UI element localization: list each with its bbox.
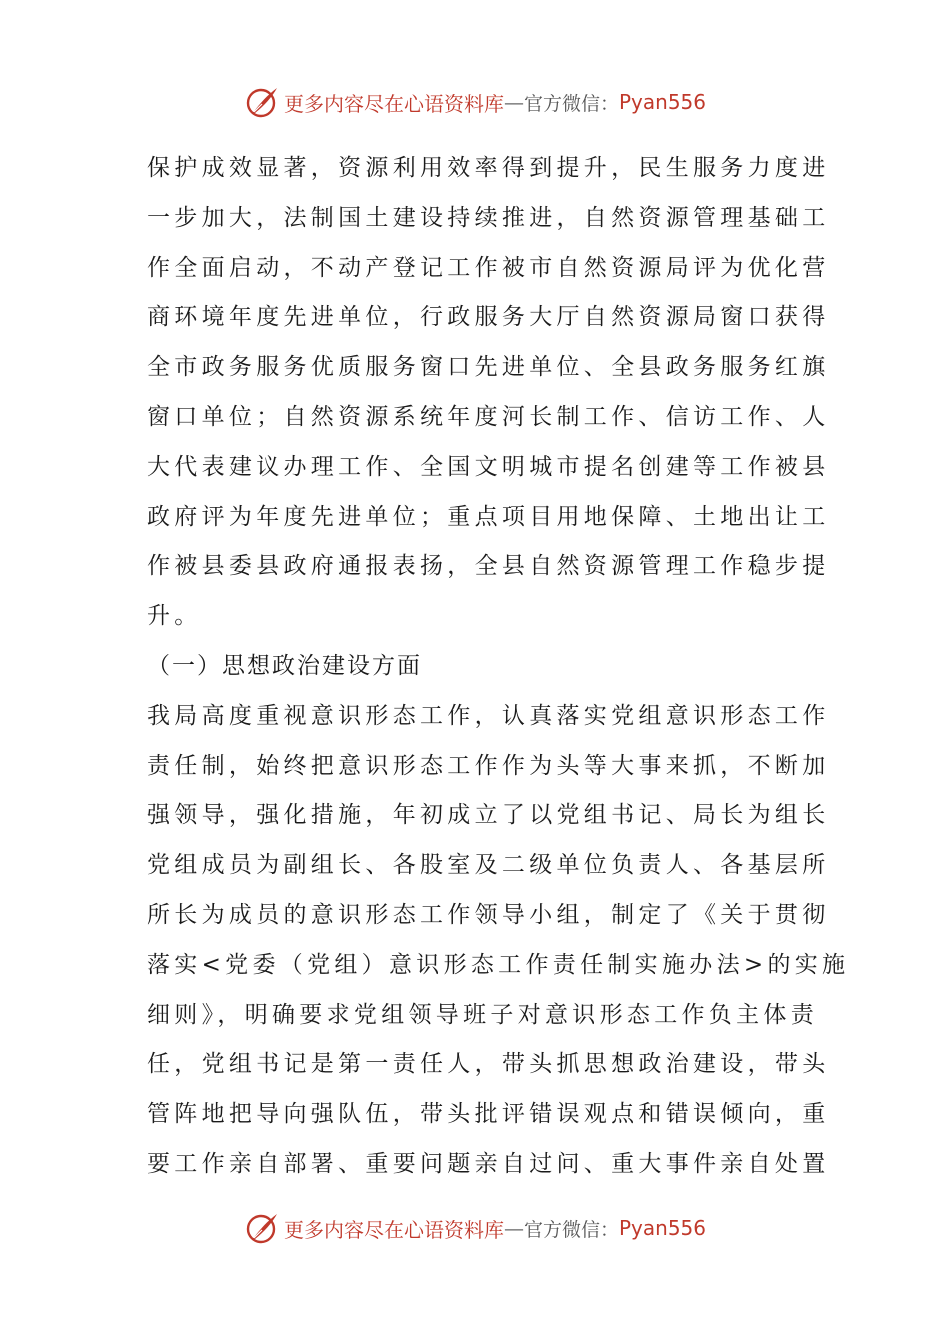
- body-line: 政府评为年度先进单位；重点项目用地保障、土地出让工: [147, 503, 830, 530]
- header-watermark-banner: [0, 82, 950, 122]
- banner-separator: —: [503, 90, 524, 114]
- banner-separator: —: [503, 1216, 524, 1240]
- banner-official-label: 官方微信：: [523, 92, 619, 115]
- section-heading: （一）思想政治建设方面: [147, 652, 422, 679]
- body-line: 全市政务服务优质服务窗口先进单位、全县政务服务红旗: [147, 354, 830, 381]
- footer-watermark-banner: [0, 1208, 950, 1248]
- body-line: 大代表建议办理工作、全国文明城市提名创建等工作被县: [147, 453, 830, 480]
- body-line: 所长为成员的意识形态工作领导小组，制定了《关于贯彻: [147, 901, 830, 928]
- body-line: 作被县委县政府通报表扬，全县自然资源管理工作稳步提: [147, 553, 830, 580]
- body-line: 责任制，始终把意识形态工作作为头等大事来抓，不断加: [147, 752, 830, 779]
- banner-wechat-id: Pyan556: [619, 90, 707, 114]
- body-line: 我局高度重视意识形态工作，认真落实党组意识形态工作: [147, 702, 830, 729]
- banner-brand-text: 更多内容尽在心语资料库: [283, 91, 504, 116]
- body-line: 商环境年度先进单位，行政服务大厅自然资源局窗口获得: [147, 304, 830, 331]
- banner-brand-text: 更多内容尽在心语资料库: [283, 1217, 504, 1242]
- body-line: 党组成员为副组长、各股室及二级单位负责人、各基层所: [147, 852, 830, 879]
- body-line: 保护成效显著，资源利用效率得到提升，民生服务力度进: [147, 155, 830, 181]
- quill-pen-logo-icon: [244, 1210, 280, 1246]
- banner-wechat-id: Pyan556: [619, 1216, 707, 1240]
- body-line: 要工作亲自部署、重要问题亲自过问、重大事件亲自处置: [147, 1150, 830, 1177]
- body-line: 细则》，明确要求党组领导班子对意识形态工作负主体责: [147, 1001, 818, 1028]
- body-line: 强领导，强化措施，年初成立了以党组书记、局长为组长: [147, 802, 830, 829]
- body-line: 任，党组书记是第一责任人，带头抓思想政治建设，带头: [147, 1051, 830, 1078]
- body-line: 一步加大，法制国土建设持续推进，自然资源管理基础工: [147, 204, 830, 231]
- body-line: 升。: [147, 603, 202, 630]
- body-line: 作全面启动，不动产登记工作被市自然资源局评为优化营: [147, 254, 830, 281]
- body-line: 管阵地把导向强队伍，带头批评错误观点和错误倾向，重: [147, 1101, 830, 1128]
- document-body: [147, 144, 850, 1190]
- body-line: 落实<党委（党组）意识形态工作责任制实施办法>的实施: [147, 951, 850, 978]
- banner-official-label: 官方微信：: [523, 1218, 619, 1241]
- body-line: 窗口单位；自然资源系统年度河长制工作、信访工作、人: [147, 403, 830, 430]
- quill-pen-logo-icon: [244, 84, 280, 120]
